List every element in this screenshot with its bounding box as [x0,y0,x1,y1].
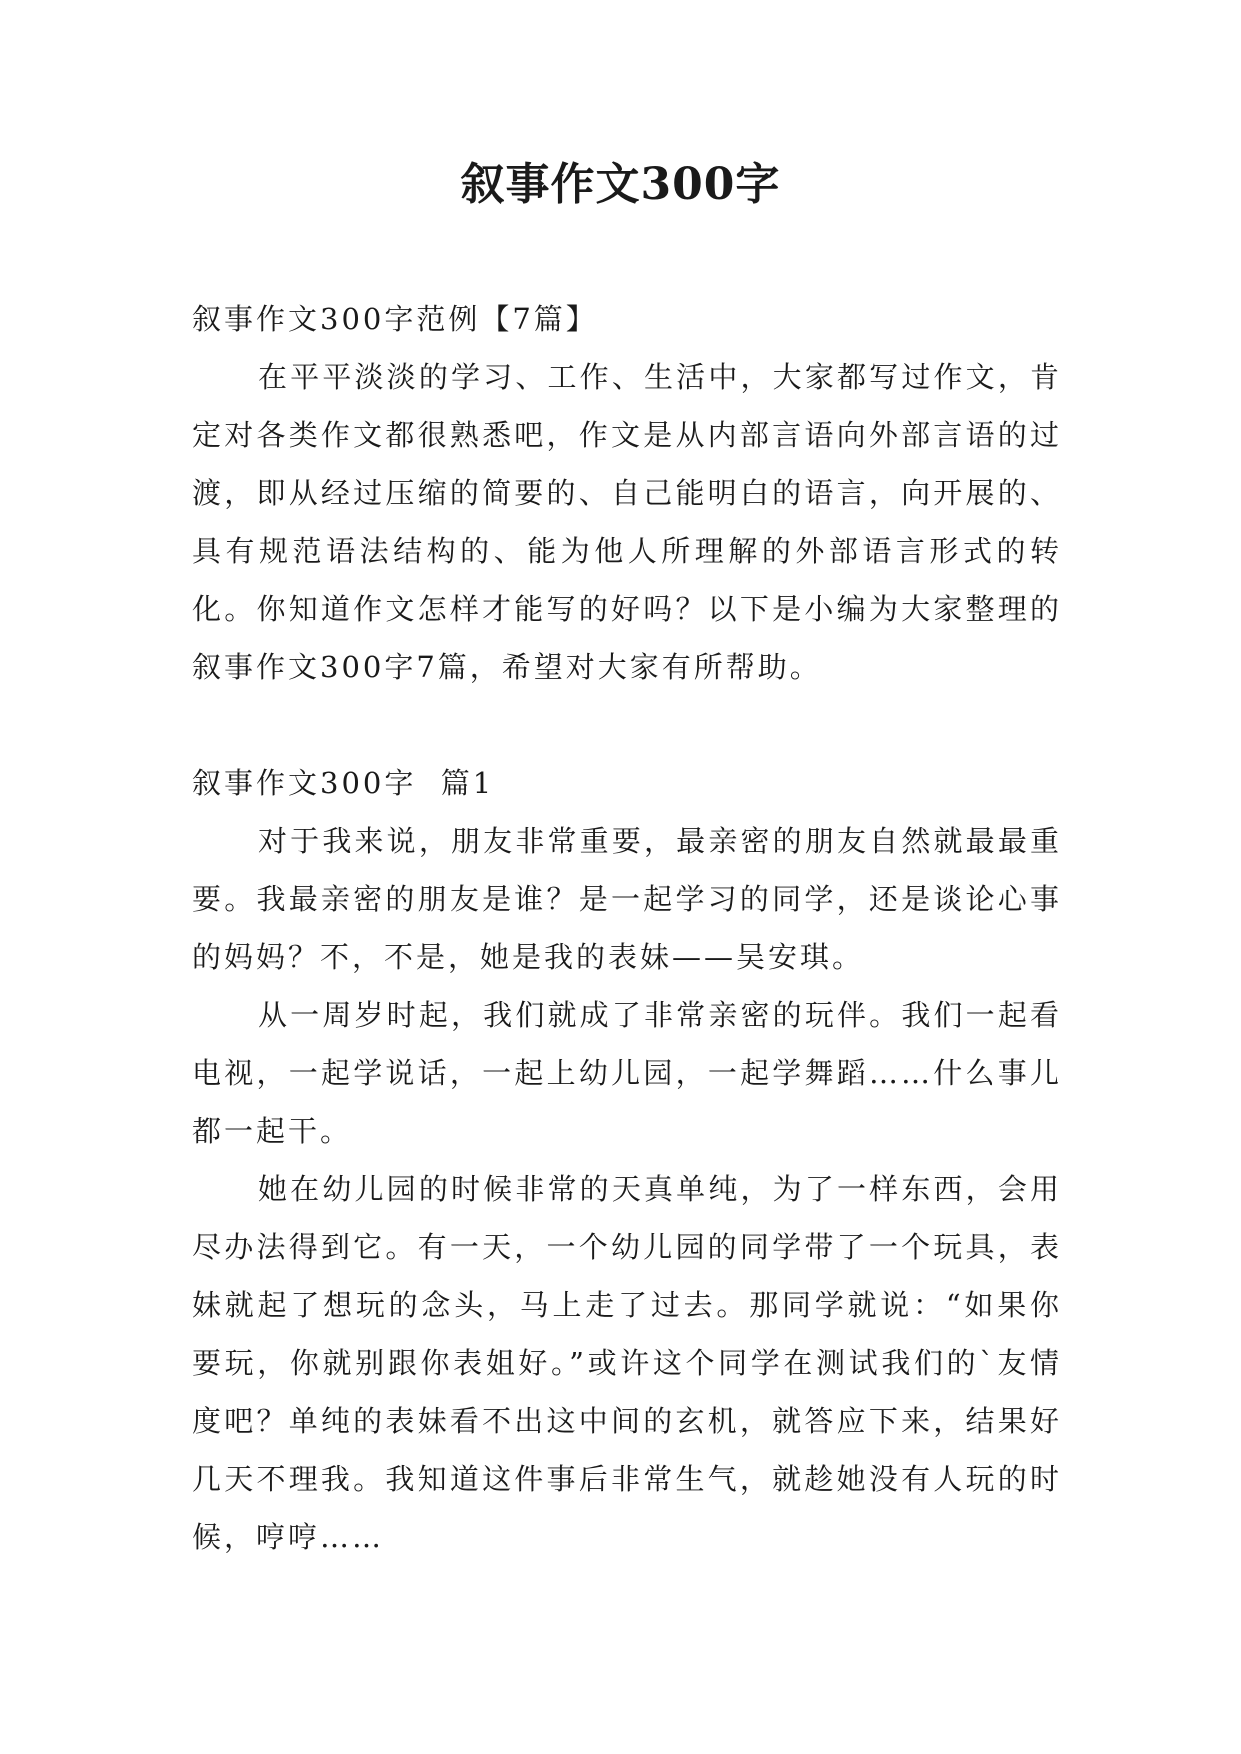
section-heading: 叙事作文300字 篇1 [192,766,495,800]
document-title: 叙事作文300字 [460,159,781,210]
section-paragraph: 她在幼儿园的时候非常的天真单纯，为了一样东西，会用尽办法得到它。有一天，一个幼儿园的同学带了一个玩具，表妹就起了想玩的念头，马上走了过去。那同学就说：“如果你要玩，你就别跟你表姐好。”或许这个同学在测试我们的`友情度吧？单纯的表妹看不出这中间的玄机，就答应下来，结果好几天不理我。我知道这件事后非常生气，就趁她没有人玩的时候，哼哼…… [192,1172,1062,1554]
document-body [192,290,1062,1566]
section-paragraph: 从一周岁时起，我们就成了非常亲密的玩伴。我们一起看电视，一起学说话，一起上幼儿园，一起学舞蹈……什么事儿都一起干。 [192,998,1062,1148]
intro-heading: 叙事作文300字范例【7篇】 [192,302,598,336]
section-paragraph: 对于我来说，朋友非常重要，最亲密的朋友自然就最最重要。我最亲密的朋友是谁？是一起学习的同学，还是谈论心事的妈妈？不，不是，她是我的表妹——吴安琪。 [192,824,1062,974]
section-spacer [192,696,1062,754]
intro-paragraph: 在平平淡淡的学习、工作、生活中，大家都写过作文，肯定对各类作文都很熟悉吧，作文是从内部言语向外部言语的过渡，即从经过压缩的简要的、自己能明白的语言，向开展的、具有规范语法结构的、能为他人所理解的外部语言形式的转化。你知道作文怎样才能写的好吗？以下是小编为大家整理的叙事作文300字7篇，希望对大家有所帮助。 [192,360,1062,684]
